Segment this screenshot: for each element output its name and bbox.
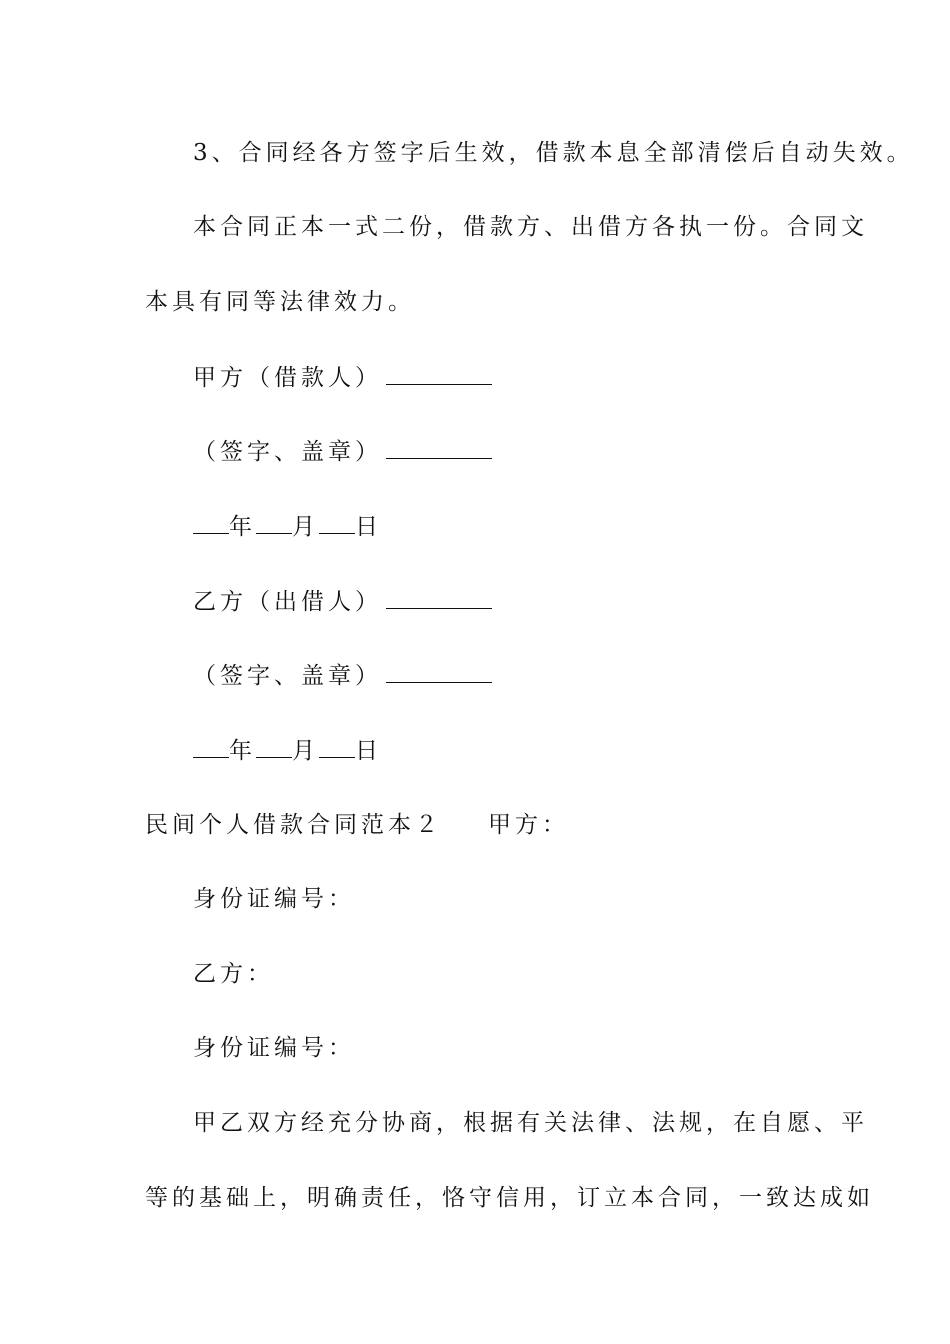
party-a-year-label: 年 — [229, 514, 256, 540]
party-a-borrower-blank[interactable] — [386, 362, 492, 385]
party-b-date-line — [193, 735, 382, 766]
party-b-year-blank[interactable] — [193, 735, 229, 758]
party-b-day-blank[interactable] — [319, 735, 355, 758]
party-b-lender-label: 乙方（出借人） — [193, 589, 382, 615]
party-b-sign-line — [193, 660, 492, 691]
copies-paragraph-line-1: 本合同正本一式二份，借款方、出借方各执一份。合同文 — [193, 214, 868, 240]
party-b-sign-label: （签字、盖章） — [193, 663, 382, 689]
section-2-title: 民间个人借款合同范本２ — [145, 812, 442, 838]
party-a-sign-line — [193, 436, 492, 467]
party-b-month-label: 月 — [292, 738, 319, 764]
party-a-year-blank[interactable] — [193, 511, 229, 534]
party-a-month-blank[interactable] — [256, 511, 292, 534]
party-b-year-label: 年 — [229, 738, 256, 764]
party-b-month-blank[interactable] — [256, 735, 292, 758]
section-2-party-a-label: 甲方： — [488, 812, 569, 838]
party-b-sign-blank[interactable] — [386, 660, 492, 683]
clause-3-text: 3、合同经各方签字后生效，借款本息全部清偿后自动失效。 — [193, 140, 914, 166]
party-a-day-blank[interactable] — [319, 511, 355, 534]
party-a-borrower-line — [193, 362, 492, 393]
copies-paragraph-line-2: 本具有同等法律效力。 — [145, 289, 415, 315]
party-a-sign-label: （签字、盖章） — [193, 439, 382, 465]
party-a-borrower-label: 甲方（借款人） — [193, 365, 382, 391]
party-a-month-label: 月 — [292, 514, 319, 540]
section-2-body-line-2: 等的基础上，明确责任，恪守信用，订立本合同，一致达成如 — [145, 1185, 874, 1211]
party-b-id-label: 身份证编号： — [193, 1035, 355, 1061]
party-b-day-label: 日 — [355, 738, 382, 764]
section-2-party-b-label: 乙方： — [193, 961, 274, 987]
party-a-id-label: 身份证编号： — [193, 886, 355, 912]
party-a-sign-blank[interactable] — [386, 436, 492, 459]
party-a-day-label: 日 — [355, 514, 382, 540]
section-2-body-line-1: 甲乙双方经充分协商，根据有关法律、法规，在自愿、平 — [193, 1110, 868, 1136]
party-b-lender-line — [193, 586, 492, 617]
party-a-date-line — [193, 511, 382, 542]
party-b-lender-blank[interactable] — [386, 586, 492, 609]
section-2-heading-line — [145, 810, 569, 840]
